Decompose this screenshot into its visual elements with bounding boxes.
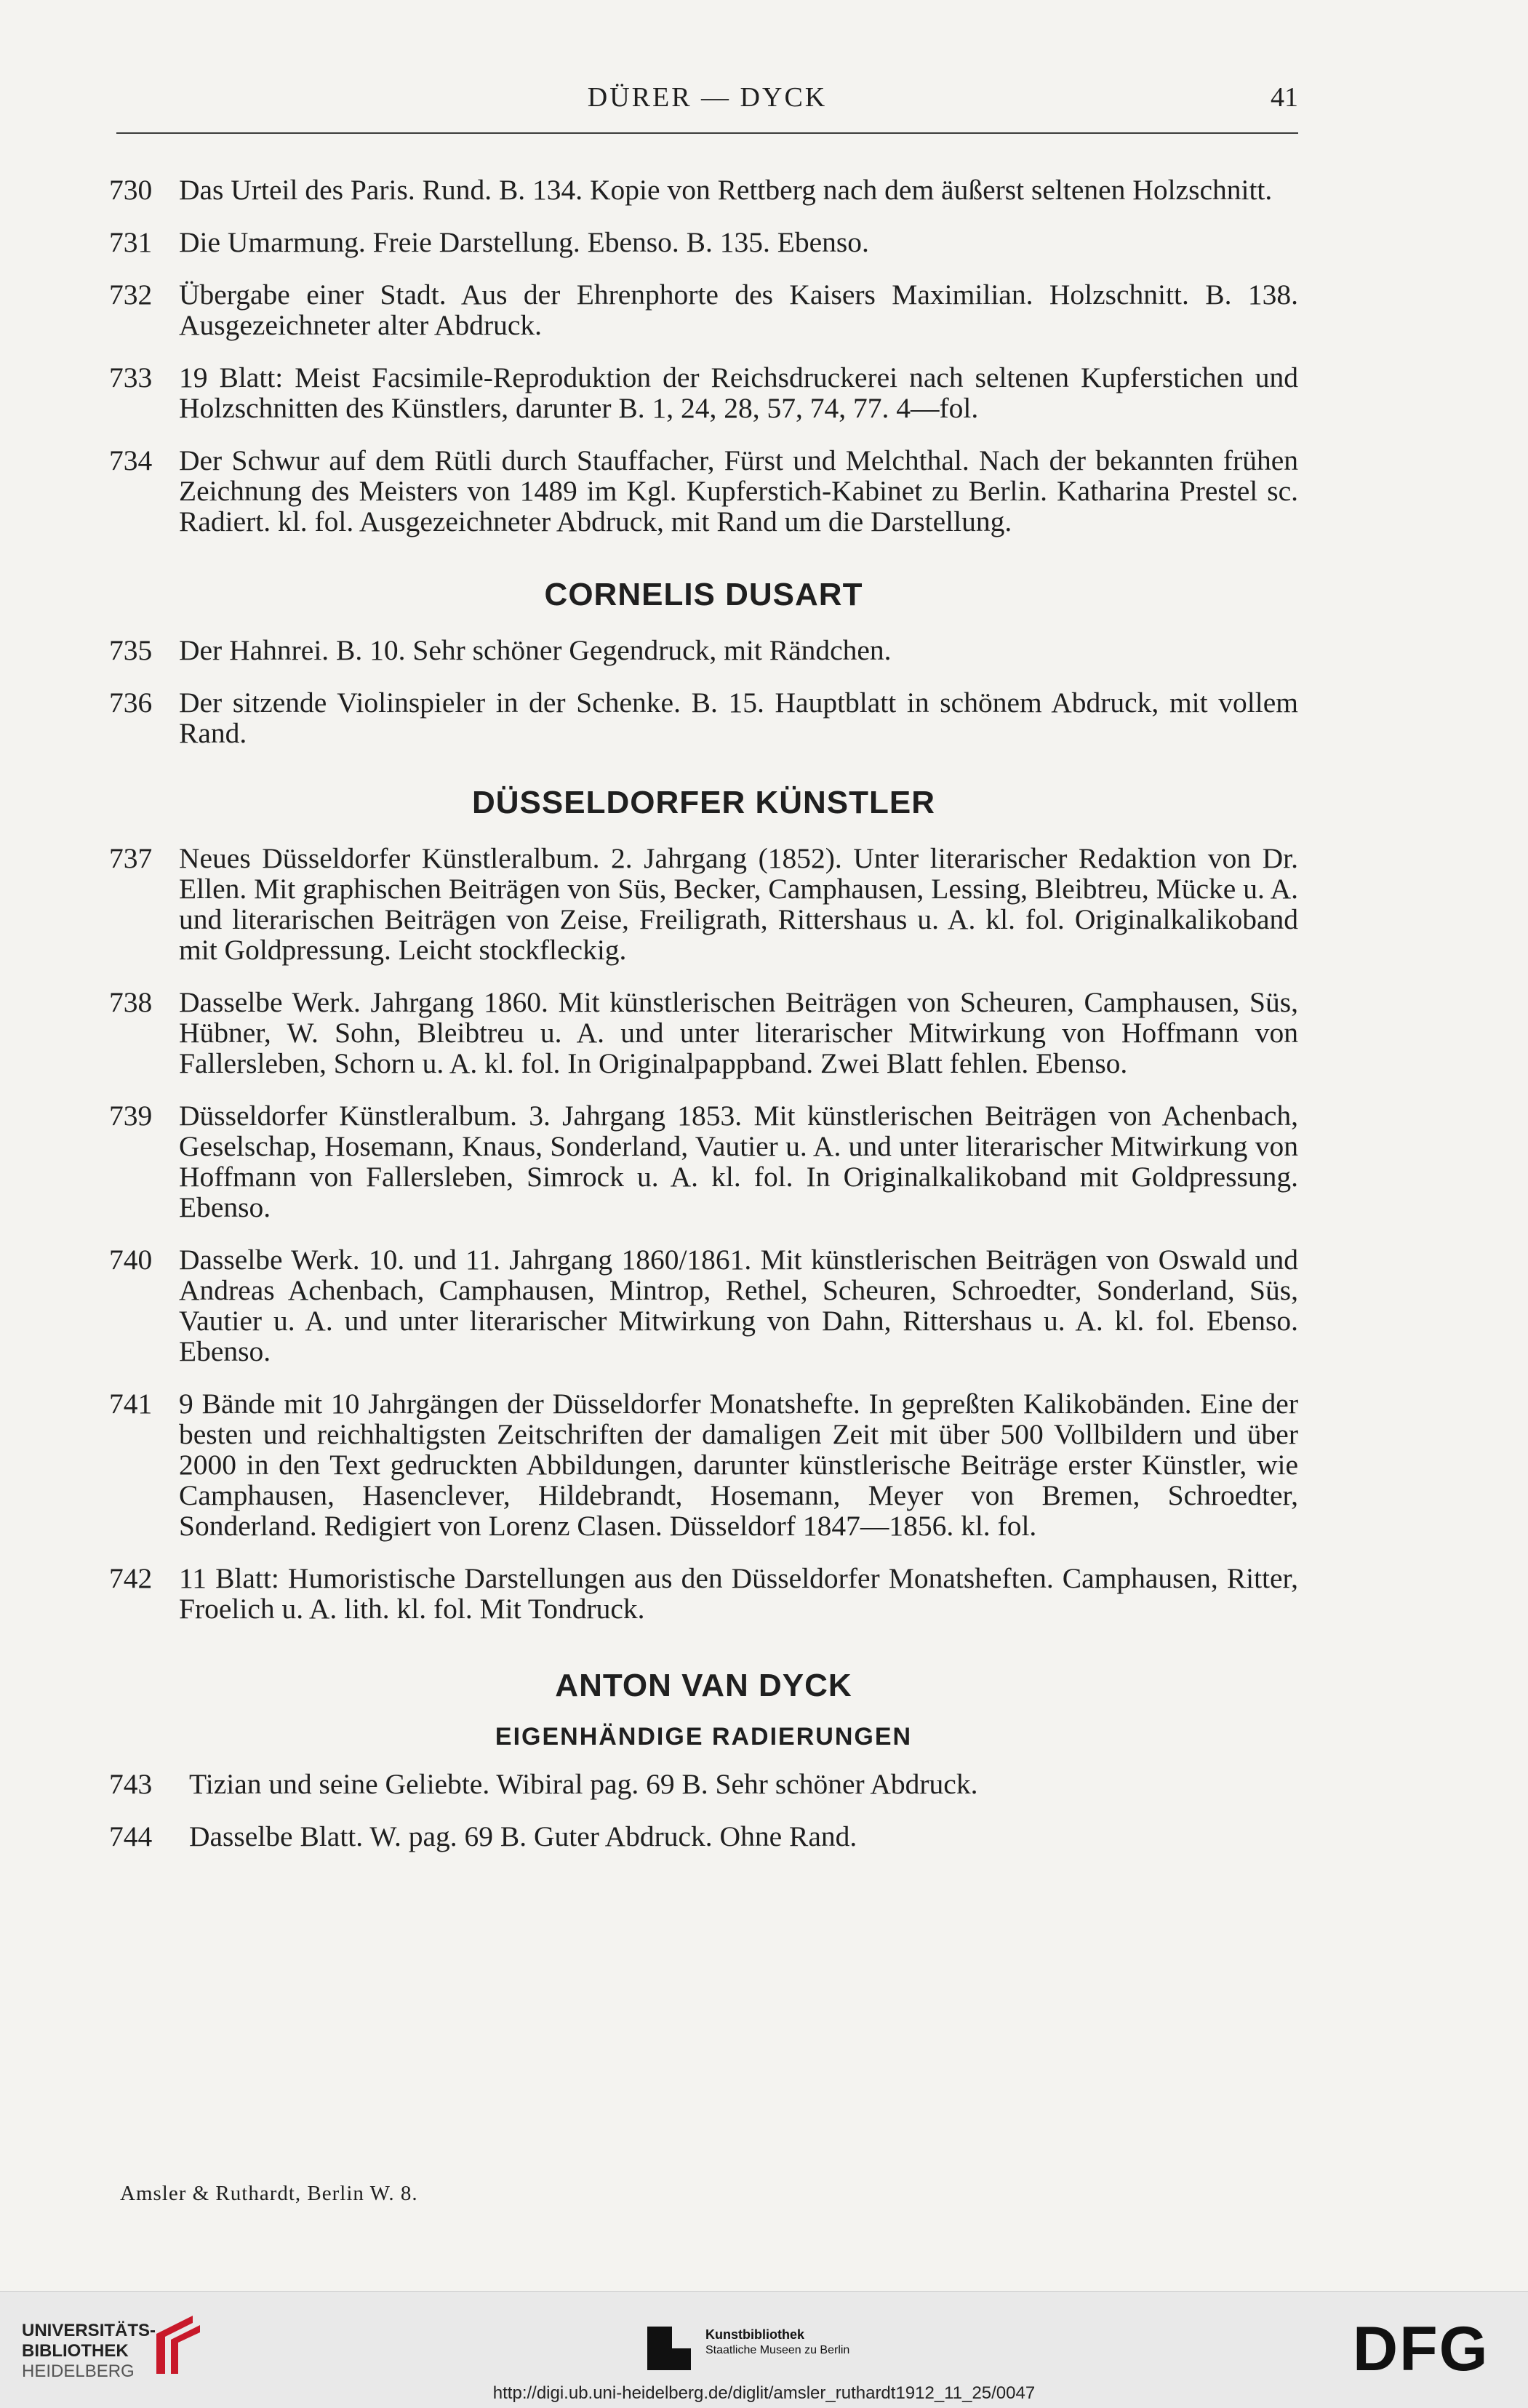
catalog-entry (109, 1100, 1298, 1223)
catalog-entry (109, 687, 1298, 748)
entry-number: 739 (109, 1100, 153, 1132)
university-library-label (22, 2321, 156, 2382)
entry-text: Neues Düsseldorfer Künstleralbum. 2. Jahrgang (1852). Unter literarischer Redaktion von Dr. Ellen. Mit graphischen Beiträgen von Süs, Becker, Camphausen, Lessing, Bleibtreu, Mücke u. A. und literarischen Beiträgen von Zeise, Freiligrath, Rittershaus u. A. kl. fol. Originalkalikoband mit Goldpressung. Leicht stockfleckig. (179, 842, 1298, 966)
entry-text: Dasselbe Werk. 10. und 11. Jahrgang 1860/1861. Mit künstlerischen Beiträgen von Oswald und Andreas Achenbach, Camphausen, Mintrop, Rethel, Scheuren, Schroedter, Sonderland, Süs, Vautier u. A. und unter literarischer Mitwirkung von Dahn, Rittershaus u. A. kl. fol. Ebenso. Ebenso. (179, 1244, 1298, 1367)
ub-line-1: UNIVERSITÄTS- (22, 2321, 156, 2340)
duesseldorf-entries (109, 843, 1298, 1624)
kb-name: Kunstbibliothek (705, 2327, 804, 2342)
entry-text: Der Hahnrei. B. 10. Sehr schöner Gegendruck, mit Rändchen. (179, 634, 892, 666)
catalog-entry (109, 1244, 1298, 1367)
entry-text: Übergabe einer Stadt. Aus der Ehrenphorte des Kaisers Maximilian. Holzschnitt. B. 138. Ausgezeichneter alter Abdruck. (179, 279, 1298, 341)
kunstbibliothek-logo-icon (647, 2327, 691, 2370)
entry-number: 730 (109, 174, 153, 206)
catalog-entry (109, 362, 1298, 423)
catalog-content (109, 175, 1298, 1873)
kunstbibliothek-label (705, 2327, 849, 2359)
ub-line-2: BIBLIOTHEK (22, 2341, 129, 2361)
entry-text: Die Umarmung. Freie Darstellung. Ebenso. B. 135. Ebenso. (179, 226, 869, 258)
entry-text: 11 Blatt: Humoristische Darstellungen aus den Düsseldorfer Monatsheften. Camphausen, Ritter, Froelich u. A. lith. kl. fol. Mit Tondruck. (179, 1562, 1298, 1625)
entry-text: 9 Bände mit 10 Jahrgängen der Düsseldorfer Monatshefte. In gepreßten Kalikobänden. Eine der besten und reichhaltigsten Zeitschriften der damaligen Zeit mit über 500 Vollbildern und über 2000 in den Text gedruckten Abbildungen, darunter künstlerische Beiträge erster Künstler, wie Camphausen, Hasenclever, Hildebrandt, Hosemann, Meyer von Bremen, Schroedter, Sonderland. Redigiert von Lorenz Clasen. Düsseldorf 1847—1856. kl. fol. (179, 1388, 1298, 1542)
entry-number: 733 (109, 361, 153, 393)
ub-line-3: HEIDELBERG (22, 2361, 135, 2381)
entry-number: 738 (109, 986, 153, 1018)
running-header (116, 81, 1298, 134)
page-number: 41 (1271, 82, 1298, 113)
catalog-entry (109, 1563, 1298, 1624)
ub-heidelberg-logo-icon (149, 2312, 207, 2377)
catalog-entry (109, 175, 1298, 205)
catalog-entry (109, 635, 1298, 665)
entry-number: 732 (109, 279, 153, 311)
digitization-footer (0, 2291, 1528, 2408)
subsection-heading-dyck: EIGENHÄNDIGE RADIERUNGEN (495, 1723, 913, 1751)
catalog-entry (109, 1388, 1298, 1541)
entry-text: 19 Blatt: Meist Facsimile-Reproduktion der Reichsdruckerei nach seltenen Kupferstichen und Holzschnitten des Künstlers, darunter B. 1, 24, 28, 57, 74, 77. 4—fol. (179, 361, 1298, 424)
entry-text: Der Schwur auf dem Rütli durch Stauffacher, Fürst und Melchthal. Nach der bekannten frühen Zeichnung des Meisters von 1489 im Kgl. Kupferstich-Kabinet zu Berlin. Katharina Prestel sc. Radiert. kl. fol. Ausgezeichneter Abdruck, mit Rand um die Darstellung. (179, 444, 1298, 537)
entry-text: Der sitzende Violinspieler in der Schenke. B. 15. Hauptblatt in schönem Abdruck, mit vollem Rand. (179, 687, 1298, 749)
section-heading-dyck: ANTON VAN DYCK (555, 1668, 852, 1703)
section-heading-dusart: CORNELIS DUSART (544, 577, 863, 612)
catalog-entry (109, 445, 1298, 537)
entry-number: 735 (109, 634, 153, 666)
entry-text: Dasselbe Werk. Jahrgang 1860. Mit künstlerischen Beiträgen von Scheuren, Camphausen, Süs, Hübner, W. Sohn, Bleibtreu u. A. und unter literarischer Mitwirkung von Hoffmann von Fallersleben, Schorn u. A. kl. fol. In Originalpappband. Zwei Blatt fehlen. Ebenso. (179, 986, 1298, 1079)
printer-imprint: Amsler & Ruthardt, Berlin W. 8. (120, 2182, 418, 2205)
entry-number: 734 (109, 444, 153, 476)
catalog-entry (109, 279, 1298, 340)
entry-number: 744 (109, 1820, 153, 1852)
permalink-url[interactable]: http://digi.ub.uni-heidelberg.de/diglit/amsler_ruthardt1912_11_25/0047 (492, 2383, 1036, 2403)
dyck-entries (109, 1769, 1298, 1852)
catalog-entry (109, 843, 1298, 965)
header-title: DÜRER — DYCK (587, 82, 828, 113)
catalog-entry (109, 227, 1298, 257)
section-heading-duesseldorf: DÜSSELDORFER KÜNSTLER (471, 785, 936, 820)
durer-entries (109, 175, 1298, 537)
entry-number: 741 (109, 1388, 153, 1420)
entry-number: 743 (109, 1768, 153, 1800)
catalog-entry (109, 987, 1298, 1079)
kb-subtitle: Staatliche Museen zu Berlin (705, 2344, 850, 2356)
catalog-entry (109, 1821, 1298, 1852)
entry-text: Das Urteil des Paris. Rund. B. 134. Kopie von Rettberg nach dem äußerst seltenen Holzschnitt. (179, 174, 1273, 206)
entry-number: 740 (109, 1244, 153, 1276)
entry-number: 737 (109, 842, 153, 874)
dfg-logo: DFG (1353, 2314, 1489, 2384)
entry-number: 736 (109, 687, 153, 719)
entry-number: 731 (109, 226, 153, 258)
entry-text: Tizian und seine Geliebte. Wibiral pag. 69 B. Sehr schöner Abdruck. (189, 1768, 978, 1800)
catalog-entry (109, 1769, 1298, 1799)
entry-number: 742 (109, 1562, 153, 1594)
entry-text: Düsseldorfer Künstleralbum. 3. Jahrgang 1853. Mit künstlerischen Beiträgen von Achenbach, Geselschap, Hosemann, Knaus, Sonderland, Vautier u. A. und unter literarischer Mitwirkung von Hoffmann von Fallersleben, Simrock u. A. kl. fol. In Originalkalikoband mit Goldpressung. Ebenso. (179, 1100, 1298, 1223)
entry-text: Dasselbe Blatt. W. pag. 69 B. Guter Abdruck. Ohne Rand. (189, 1820, 857, 1852)
dusart-entries (109, 635, 1298, 748)
